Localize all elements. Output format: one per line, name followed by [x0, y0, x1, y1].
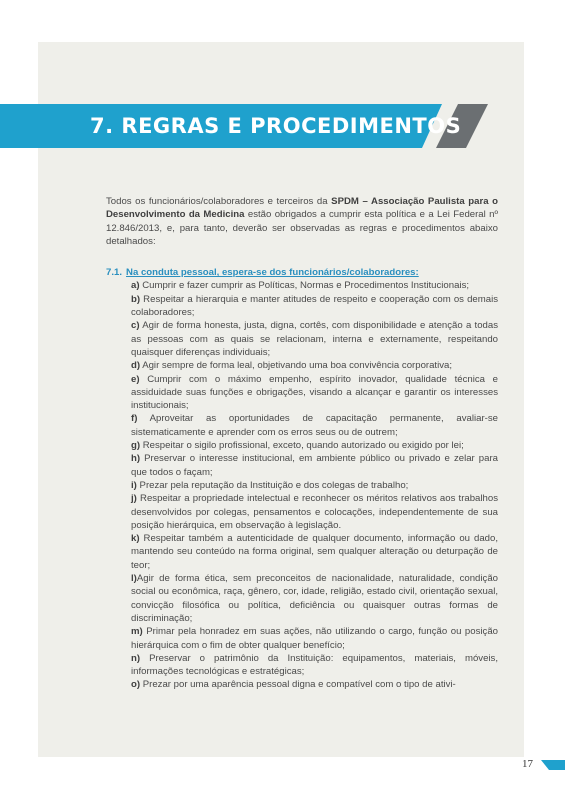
item-letter: l): [131, 573, 137, 585]
section-number: 7.1.: [106, 267, 123, 279]
item-letter: h): [131, 453, 141, 465]
organization-name: SPDM – Associação Paulista para o Desenvolvimento da Medicina: [106, 196, 498, 221]
page-number: 17: [522, 758, 533, 770]
item-letter: k): [131, 533, 140, 545]
item-letter: o): [131, 679, 141, 691]
list-item: [131, 572, 498, 625]
item-text: Respeitar também a autenticidade de qualquer documento, informação ou dado, mantendo seu conteúdo na forma original, sem qualquer alteração ou deturpação de teor;: [131, 533, 498, 571]
section-heading-text: Na conduta pessoal, espera-se dos funcionários/colaboradores:: [126, 267, 419, 279]
page-title: 7. REGRAS E PROCEDIMENTOS: [90, 114, 462, 138]
item-text: Cumprir e fazer cumprir as Políticas, Normas e Procedimentos Institucionais;: [139, 280, 470, 292]
list-item: [131, 293, 498, 320]
list-item: [131, 412, 498, 439]
item-letter: b): [131, 293, 141, 305]
item-text: Primar pela honradez em suas ações, não utilizando o cargo, função ou posição hierárquica com o fim de obter qualquer benefício;: [131, 626, 498, 651]
item-text: Prezar por uma aparência pessoal digna e compatível com o tipo de ativi-: [140, 679, 456, 691]
item-letter: e): [131, 373, 140, 385]
item-letter: d): [131, 360, 141, 372]
intro-text-end: estão obrigados a cumprir esta política e a Lei Federal nº 12.846/2013, e, para tanto, deverão ser observadas as regras e procedimentos abaixo detalhados:: [106, 209, 499, 247]
item-letter: i): [131, 479, 137, 491]
item-letter: m): [131, 626, 143, 638]
corner-tab-decoration: [541, 760, 565, 770]
list-item: [131, 532, 498, 572]
list-item: [131, 678, 498, 691]
document-body: [106, 195, 498, 692]
item-letter: f): [131, 413, 138, 425]
list-item: [131, 652, 498, 679]
conduct-list: [106, 279, 498, 691]
list-item: [131, 373, 498, 413]
item-text: Agir de forma honesta, justa, digna, cortês, com disponibilidade e atenção a todas as pessoas com as quais se relacionam, interna e externamente, respeitando quaisquer diferenças individuais;: [131, 320, 498, 358]
item-text: Agir sempre de forma leal, objetivando uma boa convivência corporativa;: [140, 360, 453, 372]
intro-paragraph: [106, 195, 498, 248]
item-letter: n): [131, 652, 141, 664]
item-text: Aproveitar as oportunidades de capacitação permanente, avaliar-se sistematicamente e aprender com os erros seus ou de outrem;: [131, 413, 498, 438]
item-text: Preservar o interesse institucional, em ambiente público ou privado e zelar para que todos o façam;: [131, 453, 498, 478]
item-text: Preservar o patrimônio da Instituição: equipamentos, materiais, móveis, informações tecnológicas e estratégicas;: [131, 652, 498, 678]
section-heading: [106, 266, 498, 279]
list-item: [131, 625, 498, 652]
item-text: Prezar pela reputação da Instituição e dos colegas de trabalho;: [136, 479, 409, 491]
item-letter: j): [131, 493, 137, 505]
list-item: [131, 279, 498, 292]
list-item: [131, 359, 498, 372]
list-item: [131, 492, 498, 532]
item-text: Respeitar a propriedade intelectual e reconhecer os méritos relativos aos trabalhos desenvolvidos por colegas, pensamentos e colocações, independentemente de sua posição hierárquica, em observação à legislação.: [131, 493, 498, 531]
item-text: Agir de forma ética, sem preconceitos de nacionalidade, naturalidade, condição social ou econômica, raça, gênero, cor, idade, religião, estado civil, orientação sexual, convicção filosófica ou política, deficiência ou quaisquer outras formas de discriminação;: [131, 573, 498, 624]
item-text: Cumprir com o máximo empenho, espírito inovador, qualidade técnica e assiduidade suas funções e obrigações, visando a alcançar e garantir os interesses institucionais;: [131, 373, 498, 412]
item-letter: a): [131, 280, 140, 292]
list-item: [131, 479, 498, 492]
list-item: [131, 439, 498, 452]
item-text: Respeitar o sigilo profissional, exceto, quando autorizado ou exigido por lei;: [140, 440, 464, 452]
item-letter: c): [131, 320, 140, 332]
item-text: Respeitar a hierarquia e manter atitudes de respeito e cooperação com os demais colaboradores;: [131, 293, 498, 319]
list-item: [131, 319, 498, 359]
item-letter: g): [131, 440, 141, 452]
list-item: [131, 452, 498, 479]
intro-text-start: Todos os funcionários/colaboradores e terceiros da: [106, 196, 332, 207]
